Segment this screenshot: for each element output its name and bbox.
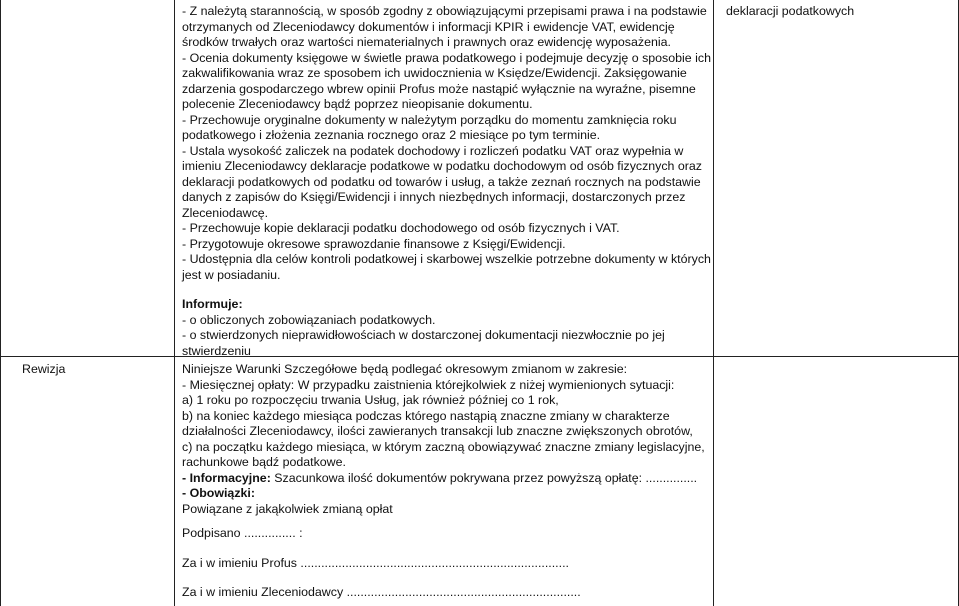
section-label-rewizja: Rewizja <box>22 362 66 376</box>
rewizja-cell <box>182 362 705 601</box>
text-line: deklaracji podatkowych od podatku od towarów i usług, a także zeznań rocznych na podstawie <box>182 174 701 189</box>
text-line: rachunkowe bądź podatkowe. <box>182 455 346 469</box>
text-line: Zleceniodawcę. <box>182 205 269 220</box>
text-line: podatkowego i złożenia zeznania rocznego oraz 2 miesiące po tym terminie. <box>182 128 601 142</box>
text-line: - Przygotowuje okresowe sprawozdanie finansowe z Księgi/Ewidencji. <box>182 236 566 251</box>
obowiazki-text: Powiązane z jakąkolwiek zmianą opłat <box>182 501 393 516</box>
text-line: zakwalifikowania wraz ze sposobem ich uwidocznienia w Księdze/Ewidencji. Zaksięgowanie <box>182 66 687 80</box>
text-line: działalności Zleceniodawcy, ilości zawieranych transakcji lub znaczne zwiększonych obrotów, <box>182 424 693 438</box>
right-column-text: deklaracji podatkowych <box>726 4 855 18</box>
table-border-col2 <box>713 0 714 606</box>
signature-zleceniodawca: Za i w imieniu Zleceniodawcy .................................................................... <box>182 585 581 599</box>
text-line: - Miesięcznej opłaty: W przypadku zaistnienia którejkolwiek z niżej wymienionych sytuacji: <box>182 377 675 392</box>
informacyjne-line <box>182 471 705 487</box>
text-line: imieniu Zleceniodawcy deklaracje podatkowe w podatku dochodowym od osób fizycznych oraz <box>182 159 702 173</box>
obowiazki-label: - Obowiązki: <box>182 486 255 500</box>
informacyjne-label: - Informacyjne: <box>182 470 271 485</box>
text-line: polecenie Zleceniodawcy bądź poprzez nieopisanie dokumentu. <box>182 97 533 111</box>
table-border-left <box>0 0 1 606</box>
text-line: - Przechowuje oryginalne dokumenty w należytym porządku do momentu zamknięcia roku <box>182 112 677 127</box>
text-line: b) na koniec każdego miesiąca podczas którego nastąpią znaczne zmiany w charakterze <box>182 408 670 423</box>
text-line: - Udostępnia dla celów kontroli podatkowej i skarbowej wszelkie potrzebne dokumenty w których <box>182 252 711 266</box>
text-line: jest w posiadaniu. <box>182 267 281 282</box>
table-border-col1 <box>174 0 175 606</box>
text-line: danych z zapisów do Księgi/Ewidencji i innych niezbędnych informacji, dostarczonych przez <box>182 190 686 204</box>
informacyjne-text: Szacunkowa ilość dokumentów pokrywana przez powyższą opłatę: ............... <box>270 470 698 485</box>
text-line: - Przechowuje kopie deklaracji podatku dochodowego od osób fizycznych i VAT. <box>182 221 620 235</box>
text-line: Niniejsze Warunki Szczegółowe będą podlegać okresowym zmianom w zakresie: <box>182 362 628 376</box>
text-line: - Ustala wysokość zaliczek na podatek dochodowy i rozliczeń podatku VAT oraz wypełnia w <box>182 143 684 158</box>
text-line: stwierdzeniu <box>182 343 251 358</box>
text-line: otrzymanych od Zleceniodawcy dokumentów i informacji KPIR i ewidencje VAT, ewidencję <box>182 19 675 34</box>
informuje-heading: Informuje: <box>182 297 243 311</box>
text-line: - Z należytą starannością, w sposób zgodny z obowiązującymi przepisami prawa i na podstawie <box>182 4 707 18</box>
signature-podpisano: Podpisano ............... : <box>182 526 303 540</box>
text-line: - o stwierdzonych nieprawidłowościach w dostarczonej dokumentacji niezwłocznie po jej <box>182 328 665 342</box>
text-line: c) na początku każdego miesiąca, w którym zaczną obowiązywać znaczne zmiany legislacyjne, <box>182 439 705 454</box>
text-line: a) 1 roku po rozpoczęciu trwania Usług, jak również później co 1 rok, <box>182 393 559 407</box>
text-line: zdarzenia gospodarczego wbrew opinii Profus może nastąpić wyłącznie na wyraźne, pisemne <box>182 81 696 96</box>
text-line: środków trwałych oraz wartości niematerialnych i prawnych oraz ewidencję wyposażenia. <box>182 35 671 49</box>
obligations-cell <box>182 4 711 359</box>
text-line: - o obliczonych zobowiązaniach podatkowych. <box>182 312 436 327</box>
text-line: - Ocenia dokumenty księgowe w świetle prawa podatkowego i podejmuje decyzję o sposobie ich <box>182 50 711 65</box>
signature-profus: Za i w imieniu Profus .............................................................................. <box>182 555 569 570</box>
